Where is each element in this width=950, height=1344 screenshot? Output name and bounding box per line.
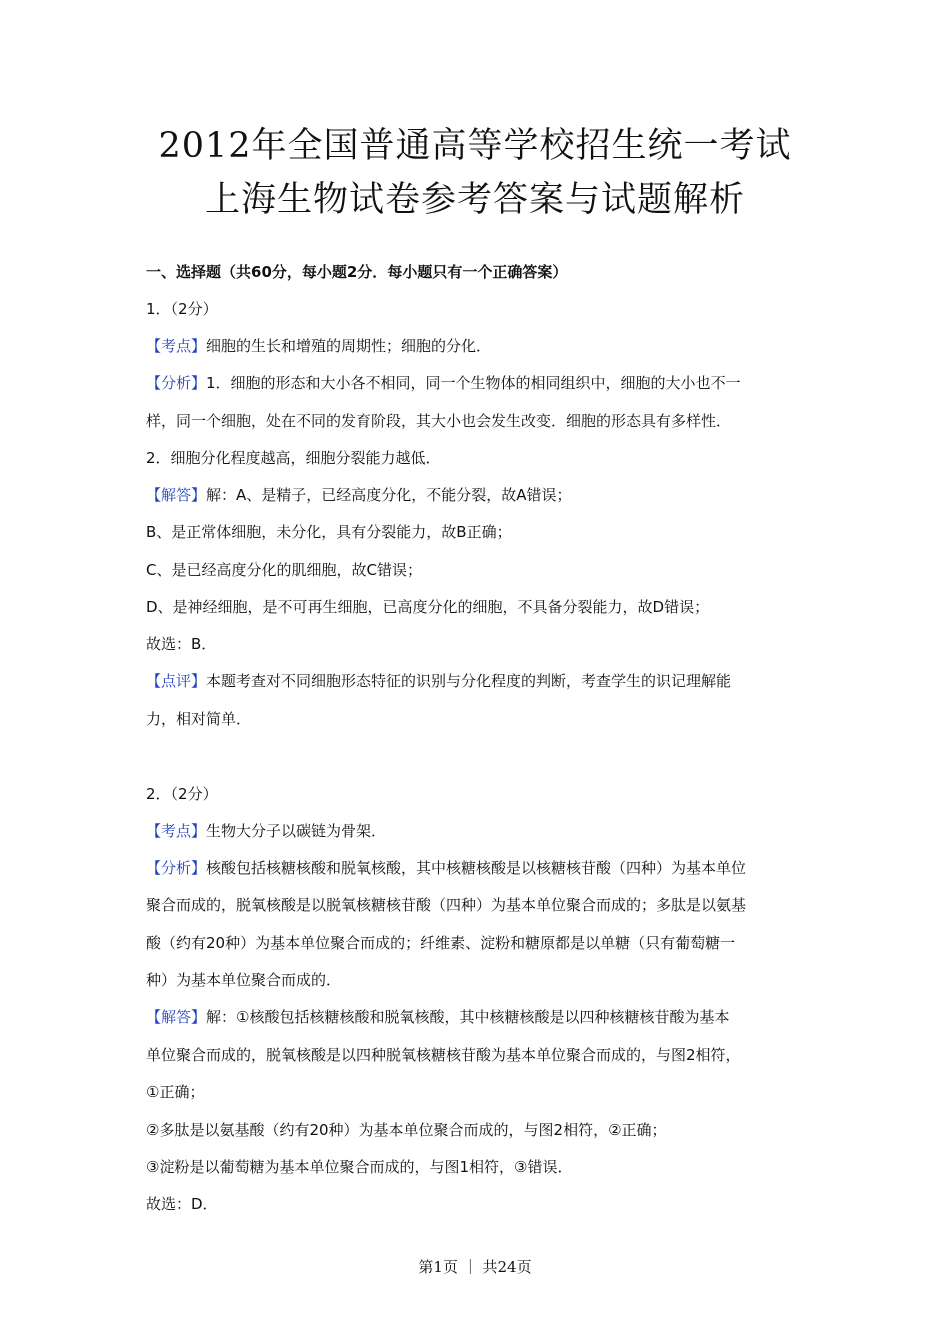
q2-fenxi-text: 核酸包括核糖核酸和脱氧核酸，其中核糖核酸是以核糖核苷酸（四种）为基本单位 <box>206 859 747 877</box>
q2-answer: 故选：D． <box>146 1195 218 1213</box>
q2-fenxi-line3: 酸（约有20种）为基本单位聚合而成的；纤维素、淀粉和糖原都是以单糖（只有葡萄糖一 <box>146 934 736 952</box>
q1-jieda-line3: C、是已经高度分化的肌细胞，故C错误； <box>146 561 422 579</box>
q2-jieda-line4: ②多肽是以氨基酸（约有20种）为基本单位聚合而成的，与图2相符，②正确； <box>146 1121 667 1139</box>
jieda-tag: 【解答】 <box>146 1008 207 1026</box>
page-footer: 第1页 ｜ 共24页 <box>418 1258 532 1276</box>
q1-fenxi <box>146 373 816 393</box>
q1-fenxi-line3: 2．细胞分化程度越高，细胞分裂能力越低． <box>146 449 441 467</box>
kaodian-tag: 【考点】 <box>146 822 207 840</box>
q2-kaodian-text: 生物大分子以碳链为骨架． <box>206 822 387 840</box>
dianping-tag: 【点评】 <box>146 672 207 690</box>
q2-jieda-line3: ①正确； <box>146 1083 205 1101</box>
section-heading: 一、选择题（共60分，每小题2分．每小题只有一个正确答案） <box>146 263 568 281</box>
fenxi-tag: 【分析】 <box>146 859 207 877</box>
jieda-tag: 【解答】 <box>146 486 207 504</box>
q1-dianping <box>146 671 816 691</box>
q1-jieda <box>146 485 816 505</box>
q2-jieda <box>146 1007 816 1027</box>
q2-jieda-line5: ③淀粉是以葡萄糖为基本单位聚合而成的，与图1相符，③错误． <box>146 1158 573 1176</box>
q1-dianping-text: 本题考查对不同细胞形态特征的识别与分化程度的判断，考查学生的识记理解能 <box>206 672 732 690</box>
q1-fenxi-text: 1．细胞的形态和大小各不相同，同一个生物体的相同组织中，细胞的大小也不一 <box>206 374 741 392</box>
doc-title-line2: 上海生物试卷参考答案与试题解析 <box>204 180 745 220</box>
q2-fenxi-line2: 聚合而成的，脱氧核酸是以脱氧核糖核苷酸（四种）为基本单位聚合而成的；多肽是以氨基 <box>146 896 747 914</box>
q1-dianping-line2: 力，相对简单． <box>146 710 252 728</box>
q1-jieda-line4: D、是神经细胞，是不可再生细胞，已高度分化的细胞，不具备分裂能力，故D错误； <box>146 598 710 616</box>
q1-fenxi-line2: 样，同一个细胞，处在不同的发育阶段，其大小也会发生改变．细胞的形态具有多样性． <box>146 412 732 430</box>
q2-jieda-text: 解：①核酸包括核糖核酸和脱氧核酸，其中核糖核酸是以四种核糖核苷酸为基本 <box>206 1008 730 1026</box>
q2-kaodian <box>146 821 816 841</box>
q1-answer: 故选：B． <box>146 635 217 653</box>
q2-fenxi-line4: 种）为基本单位聚合而成的． <box>146 971 342 989</box>
q2-jieda-line2: 单位聚合而成的，脱氧核酸是以四种脱氧核糖核苷酸为基本单位聚合而成的，与图2相符， <box>146 1046 741 1064</box>
q1-kaodian-text: 细胞的生长和增殖的周期性；细胞的分化． <box>206 337 492 355</box>
fenxi-tag: 【分析】 <box>146 374 207 392</box>
q1-jieda-line2: B、是正常体细胞，未分化，具有分裂能力，故B正确； <box>146 523 512 541</box>
q1-number: 1．（2分） <box>146 300 218 318</box>
q1-jieda-text: 解：A、是精子，已经高度分化，不能分裂，故A错误； <box>206 486 572 504</box>
doc-title-line1: 2012年全国普通高等学校招生统一考试 <box>158 126 792 166</box>
q2-fenxi <box>146 858 816 878</box>
q1-kaodian <box>146 336 816 356</box>
q2-number: 2．（2分） <box>146 785 218 803</box>
kaodian-tag: 【考点】 <box>146 337 207 355</box>
